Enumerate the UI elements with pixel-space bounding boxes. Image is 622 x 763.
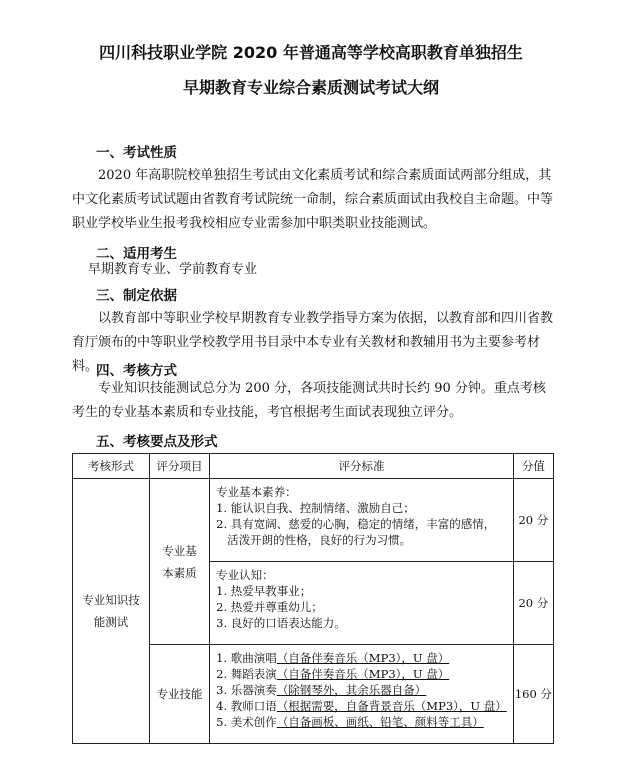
skill-line: 1. 歌曲演唱（自备伴奏音乐（MP3），U 盘）	[216, 651, 450, 665]
section-heading-points: 五、考核要点及形式	[96, 434, 218, 450]
criteria-line: 1. 热爱早教事业；	[216, 584, 312, 598]
table-header-row	[73, 454, 554, 479]
criteria-professional-cognition	[210, 562, 514, 645]
section-heading-nature: 一、考试性质	[96, 145, 177, 161]
assessment-form-cell	[73, 479, 150, 744]
criteria-line: 2. 具有宽阔、慈爱的心胸，稳定的情绪，丰富的感情，	[216, 517, 496, 531]
criteria-line: 1. 能认识自我、控制情绪、激励自己；	[216, 501, 415, 515]
score-cell: 20 分	[513, 479, 553, 562]
header-item: 评分项目	[149, 454, 209, 479]
item-skills-cell: 专业技能	[149, 645, 209, 744]
section-body-method: 专业知识技能测试总分为 200 分，各项技能测试共时长约 90 分钟。重点考核考生的专业基本素质和专业技能，考官根据考生面试表现独立评分。	[72, 381, 546, 420]
header-score: 分值	[513, 454, 553, 479]
criteria-line: 专业基本素养：	[216, 485, 297, 499]
criteria-professional-literacy	[210, 479, 514, 562]
criteria-line: 活泼开朗的性格，良好的行为习惯。	[227, 533, 412, 547]
criteria-professional-skills	[210, 645, 514, 744]
score-cell: 160 分	[513, 645, 553, 744]
skill-line: 3. 乐器演奏（除钢琴外，其余乐器自备）	[216, 683, 427, 697]
assessment-form-label: 专业知识技能测试	[82, 593, 140, 629]
section-body-basis: 以教育部中等职业学校早期教育专业教学指导方案为依据，以教育部和四川省教育厅颁布的中等职业学校教学用书目录中本专业有关教材和教辅用书为主要参考材料。	[72, 311, 554, 374]
criteria-line: 2. 热爱并尊重幼儿；	[216, 600, 323, 614]
skill-line: 4. 教师口语（根据需要，自备背景音乐（MP3），U 盘）	[216, 699, 507, 713]
assessment-table	[72, 453, 554, 744]
section-heading-basis: 三、制定依据	[96, 288, 177, 304]
header-criteria: 评分标准	[210, 454, 514, 479]
section-heading-candidates: 二、适用考生	[96, 246, 177, 262]
section-body-nature: 2020 年高职院校单独招生考试由文化素质考试和综合素质面试两部分组成，其中文化素质考试试题由省教育考试院统一命制，综合素质面试由我校自主命题。中等职业学校毕业生报考我校相应专业需参加中职类职业技能测试。	[72, 168, 554, 231]
document-title-line2: 早期教育专业综合素质测试考试大纲	[182, 78, 439, 97]
section-body-candidates: 早期教育专业、学前教育专业	[88, 262, 258, 277]
score-cell: 20 分	[513, 562, 553, 645]
header-form: 考核形式	[73, 454, 150, 479]
skill-line: 5. 美术创作（自备画板、画纸、铅笔、颜料等工具）	[216, 715, 484, 729]
criteria-line: 专业认知：	[216, 568, 274, 582]
table-row	[73, 479, 554, 562]
skill-line: 2. 舞蹈表演（自备伴奏音乐（MP3），U 盘）	[216, 667, 450, 681]
item-basic-quality-cell	[149, 479, 209, 645]
criteria-line: 3. 良好的口语表达能力。	[216, 616, 346, 630]
document-title-line1: 四川科技职业学院 2020 年普通高等学校高职教育单独招生	[99, 43, 523, 62]
section-heading-method: 四、考核方式	[96, 363, 177, 379]
item-basic-quality-label: 专业基本素质	[162, 543, 197, 580]
